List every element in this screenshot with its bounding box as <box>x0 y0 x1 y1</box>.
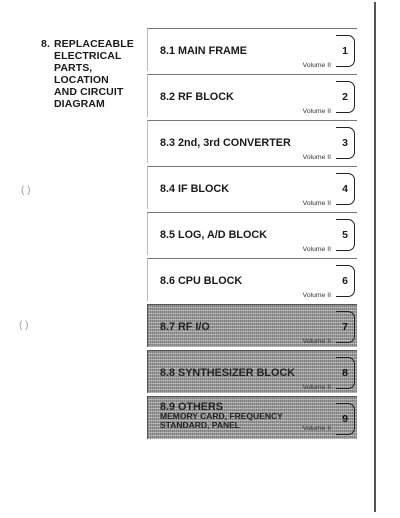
tab-subtitle: MEMORY CARD, FREQUENCY STANDARD, PANEL <box>160 411 283 430</box>
tab-volume: Volume II <box>302 154 331 161</box>
section-number: 8. <box>41 38 50 50</box>
section-title-line: AND CIRCUIT <box>54 86 124 98</box>
tab-number: 6 <box>336 265 355 297</box>
section-title-line: LOCATION <box>54 74 109 86</box>
tab-volume: Volume II <box>302 338 331 345</box>
page-edge-rule <box>374 2 376 512</box>
tab-title: 8.8 SYNTHESIZER BLOCK <box>160 367 295 379</box>
tab-number: 9 <box>336 403 355 435</box>
section-title-line: DIAGRAM <box>54 98 105 110</box>
tab-title: 8.4 IF BLOCK <box>160 183 229 195</box>
tab-title: 8.3 2nd, 3rd CONVERTER <box>160 137 291 149</box>
tab-volume: Volume II <box>302 292 331 299</box>
tab-log-ad-block[interactable] <box>147 212 357 255</box>
binder-hole-icon <box>21 186 31 196</box>
tab-volume: Volume II <box>302 246 331 253</box>
tab-volume: Volume II <box>302 62 331 69</box>
tab-if-block[interactable] <box>147 166 357 209</box>
tab-number: 7 <box>336 311 355 343</box>
tab-title: 8.6 CPU BLOCK <box>160 275 243 287</box>
tab-number: 1 <box>336 35 355 67</box>
index-tabs <box>147 28 357 442</box>
tab-title: 8.5 LOG, A/D BLOCK <box>160 229 267 241</box>
section-title-line: ELECTRICAL <box>54 50 122 62</box>
tab-number: 5 <box>336 219 355 251</box>
section-title-line: PARTS, <box>54 62 93 74</box>
tab-others[interactable] <box>147 396 357 439</box>
tab-rf-io[interactable] <box>147 304 357 347</box>
tab-converter[interactable] <box>147 120 357 163</box>
tab-volume: Volume II <box>302 200 331 207</box>
tab-title: 8.7 RF I/O <box>160 321 210 333</box>
tab-title: 8.1 MAIN FRAME <box>160 45 247 57</box>
tab-title: 8.9 OTHERS <box>160 401 223 413</box>
tab-volume: Volume II <box>302 425 331 432</box>
tab-rf-block[interactable] <box>147 74 357 117</box>
tab-volume: Volume II <box>302 108 331 115</box>
tab-volume: Volume II <box>302 384 331 391</box>
binder-hole-icon <box>19 321 29 331</box>
section-title-line: REPLACEABLE <box>54 38 134 50</box>
tab-main-frame[interactable] <box>147 28 357 71</box>
section-title <box>54 38 146 110</box>
tab-synthesizer-block[interactable] <box>147 350 357 393</box>
tab-number: 3 <box>336 127 355 159</box>
tab-title: 8.2 RF BLOCK <box>160 91 234 103</box>
tab-number: 2 <box>336 81 355 113</box>
tab-cpu-block[interactable] <box>147 258 357 301</box>
section-heading <box>41 38 146 110</box>
tab-number: 8 <box>336 357 355 389</box>
tab-number: 4 <box>336 173 355 205</box>
